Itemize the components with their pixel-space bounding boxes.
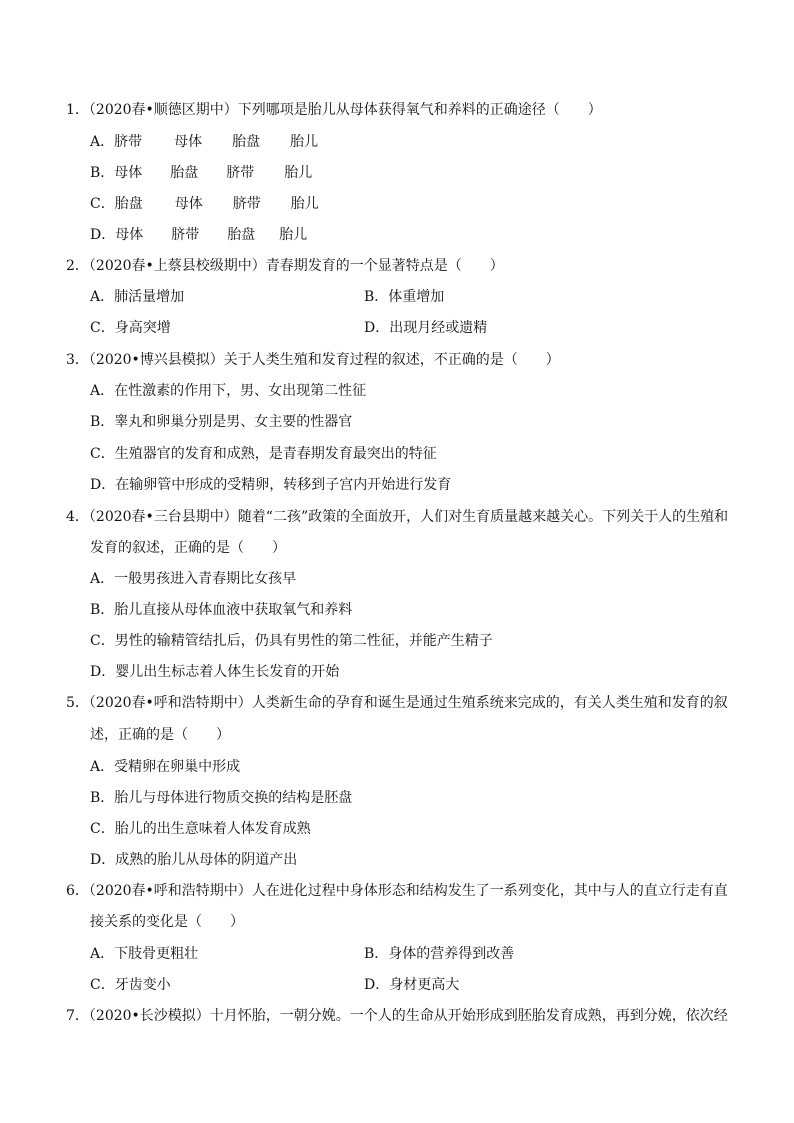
question-4-stem: 4．（2020春•三台县期中）随着“二孩”政策的全面放开，人们对生育质量越来越关心。下列关于人的生殖和 <box>66 509 729 525</box>
question-1-option-d: D．母体 脐带 胎盘 胎儿 <box>90 227 308 243</box>
question-1-option-c: C．胎盘 母体 脐带 胎儿 <box>90 196 319 212</box>
question-6-option-b: B．身体的营养得到改善 <box>364 946 515 962</box>
question-5-stem-continued: 述，正确的是（ ） <box>90 727 230 743</box>
question-5-option-b: B．胎儿与母体进行物质交换的结构是胚盘 <box>90 790 353 806</box>
question-5-option-c: C．胎儿的出生意味着人体发育成熟 <box>90 821 311 837</box>
question-6-stem: 6．（2020春•呼和浩特期中）人在进化过程中身体形态和结构发生了一系列变化，其中与人的直立行走有直 <box>66 883 728 899</box>
question-4-option-b: B．胎儿直接从母体血液中获取氧气和养料 <box>90 602 353 618</box>
question-3-stem: 3．（2020•博兴县模拟）关于人类生殖和发育过程的叙述，不正确的是（ ） <box>66 352 560 368</box>
question-5-option-d: D．成熟的胎儿从母体的阴道产出 <box>90 852 298 868</box>
question-4-stem-continued: 发育的叙述，正确的是（ ） <box>90 540 286 556</box>
question-4-option-d: D．婴儿出生标志着人体生长发育的开始 <box>90 664 340 680</box>
question-2-option-c: C．身高突增 <box>90 320 171 336</box>
question-4-option-a: A．一般男孩进入青春期比女孩早 <box>90 571 297 587</box>
question-2-option-a: A．肺活量增加 <box>90 289 185 305</box>
question-2-stem: 2．（2020春•上蔡县校级期中）青春期发育的一个显著特点是（ ） <box>66 258 504 274</box>
question-6-stem-continued: 接关系的变化是（ ） <box>90 914 244 930</box>
question-7-stem: 7．（2020•长沙模拟）十月怀胎，一朝分娩。一个人的生命从开始形成到胚胎发育成熟，再到分娩，依次经 <box>66 1008 728 1024</box>
question-3-option-d: D．在输卵管中形成的受精卵，转移到子宫内开始进行发育 <box>90 477 452 493</box>
question-2-option-b: B．体重增加 <box>364 289 445 305</box>
question-1-option-a: A．脐带 母体 胎盘 胎儿 <box>90 134 319 150</box>
question-3-option-b: B．睾丸和卵巢分别是男、女主要的性器官 <box>90 414 353 430</box>
question-5-stem: 5．（2020春•呼和浩特期中）人类新生命的孕育和诞生是通过生殖系统来完成的，有关人类生殖和发育的叙 <box>66 695 728 711</box>
question-1-option-b: B．母体 胎盘 脐带 胎儿 <box>90 165 313 181</box>
question-3-option-a: A．在性激素的作用下，男、女出现第二性征 <box>90 383 367 399</box>
question-1-stem: 1．（2020春•顺德区期中）下列哪项是胎儿从母体获得氧气和养料的正确途径（ ） <box>66 102 602 118</box>
question-3-option-c: C．生殖器官的发育和成熟，是青春期发育最突出的特征 <box>90 446 437 462</box>
question-4-option-c: C．男性的输精管结扎后，仍具有男性的第二性征，并能产生精子 <box>90 633 493 649</box>
question-5-option-a: A．受精卵在卵巢中形成 <box>90 759 241 775</box>
question-6-option-a: A．下肢骨更粗壮 <box>90 946 199 962</box>
question-6-option-d: D．身材更高大 <box>364 977 460 993</box>
question-6-option-c: C．牙齿变小 <box>90 977 171 993</box>
question-2-option-d: D．出现月经或遗精 <box>364 320 488 336</box>
